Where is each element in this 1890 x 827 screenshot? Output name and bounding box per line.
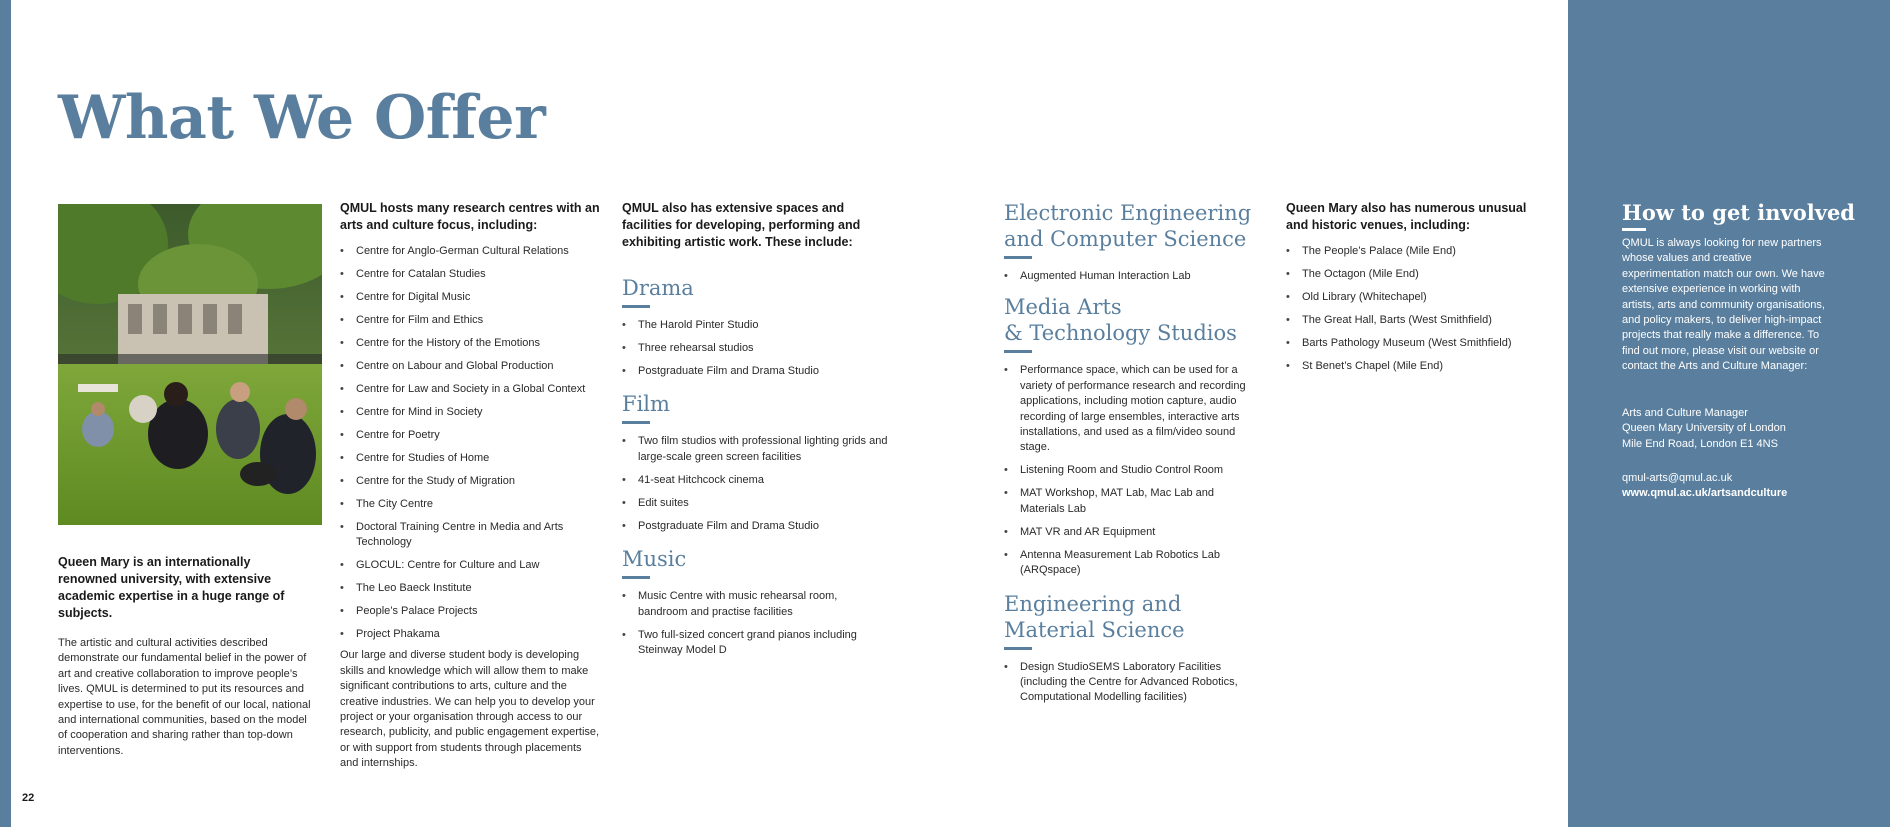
drama-heading-rule <box>622 305 650 308</box>
list-item: • Music Centre with music rehearsal room, bandroom and practise facilities <box>622 589 884 620</box>
list-item: • The Harold Pinter Studio <box>622 318 892 333</box>
get-involved-panel <box>1568 0 1890 827</box>
list-item: • St Benet’s Chapel (Mile End) <box>1286 359 1548 374</box>
drama-list <box>622 318 892 379</box>
list-item: • Centre for Poetry <box>340 428 602 443</box>
list-item: • Centre for Film and Ethics <box>340 313 602 328</box>
material-science-heading <box>1004 591 1256 643</box>
left-edge-strip <box>0 0 11 827</box>
spaces-column <box>622 200 892 666</box>
contact-email-link[interactable]: qmul-arts@qmul.ac.uk <box>1622 472 1733 484</box>
engineering-column <box>1004 200 1256 713</box>
material-science-heading-line1: Engineering and <box>1004 591 1182 616</box>
venues-list <box>1286 244 1548 374</box>
media-arts-heading-line2: & Technology Studios <box>1004 321 1237 346</box>
eecs-heading-line2: and Computer Science <box>1004 227 1247 251</box>
page-number: 22 <box>22 792 35 804</box>
list-item: • Doctoral Training Centre in Media and Arts Technology <box>340 520 602 551</box>
eecs-heading-rule <box>1004 256 1032 259</box>
list-item: • Design StudioSEMS Laboratory Facilities (including the Centre for Advanced Robotics, Computational Modelling facilities) <box>1004 660 1256 706</box>
list-item: • Three rehearsal studios <box>622 341 892 356</box>
contact-block <box>1622 406 1832 452</box>
get-involved-title: How to get involved <box>1622 200 1855 225</box>
media-arts-heading-line1: Media Arts <box>1004 295 1122 320</box>
contact-address: Mile End Road, London E1 4NS <box>1622 437 1778 450</box>
list-item: • Centre for the Study of Migration <box>340 474 602 489</box>
list-item: • Antenna Measurement Lab Robotics Lab (ARQspace) <box>1004 548 1256 579</box>
campus-lawn-photo <box>58 204 322 525</box>
list-item: • Centre for the History of the Emotions <box>340 336 602 351</box>
film-list <box>622 434 892 534</box>
list-item: • Project Phakama <box>340 627 602 642</box>
media-arts-heading-rule <box>1004 350 1032 353</box>
intro-bold-text: Queen Mary is an internationally renowned university, with extensive academic expertise in a huge range of subjects. <box>58 555 285 620</box>
material-science-list <box>1004 660 1256 706</box>
list-item: • The City Centre <box>340 497 602 512</box>
get-involved-rule <box>1622 228 1646 231</box>
list-item: • 41-seat Hitchcock cinema <box>622 473 892 488</box>
eecs-heading <box>1004 200 1256 252</box>
list-item: • The Great Hall, Barts (West Smithfield) <box>1286 313 1548 328</box>
list-item: • The Leo Baeck Institute <box>340 581 602 596</box>
material-science-heading-line2: Material Science <box>1004 617 1185 642</box>
contact-org: Queen Mary University of London <box>1622 422 1786 435</box>
get-involved-body: QMUL is always looking for new partners whose values and creative experimentation match our own. We have extensive experience in working with artists, arts and community organisations, and policy makers, to deliver high-impact projects that really make a difference. To find out more, please visit our website or contact the Arts and Culture Manager: <box>1622 237 1825 373</box>
material-science-heading-rule <box>1004 647 1032 650</box>
list-item: • Centre for Anglo-German Cultural Relations <box>340 244 602 259</box>
list-item: • Performance space, which can be used for a variety of performance research and recording applications, including motion capture, audio recording of large ensembles, interactive arts installations, and used as a film/video sound stage. <box>1004 363 1256 455</box>
music-list <box>622 589 884 658</box>
list-item: • Old Library (Whitechapel) <box>1286 290 1548 305</box>
spaces-intro: QMUL also has extensive spaces and facilities for developing, performing and exhibiting artistic work. These include: <box>622 201 861 249</box>
venues-column <box>1286 200 1548 382</box>
contact-links <box>1622 471 1832 502</box>
list-item: • MAT VR and AR Equipment <box>1004 525 1256 540</box>
list-item: • Centre for Catalan Studies <box>340 267 602 282</box>
list-item: • Edit suites <box>622 496 892 511</box>
list-item: • GLOCUL: Centre for Culture and Law <box>340 558 602 573</box>
media-arts-list <box>1004 363 1256 578</box>
list-item: • Augmented Human Interaction Lab <box>1004 269 1256 284</box>
list-item: • The Octagon (Mile End) <box>1286 267 1548 282</box>
website-link[interactable]: www.qmul.ac.uk/artsandculture <box>1622 487 1788 500</box>
list-item: • Centre for Digital Music <box>340 290 602 305</box>
research-centres-body: Our large and diverse student body is developing skills and knowledge which will allow them to make significant contributions to arts, culture and the creative industries. We can help you to develop your project or your organisation through access to our research, publicity, and public engagement expertise, or with support from students through placements and internships. <box>340 649 600 770</box>
eecs-list <box>1004 269 1256 284</box>
list-item: • Listening Room and Studio Control Room <box>1004 463 1256 478</box>
list-item: • Centre for Mind in Society <box>340 405 602 420</box>
list-item: • Postgraduate Film and Drama Studio <box>622 519 892 534</box>
film-heading-rule <box>622 421 650 424</box>
list-item: • Two full-sized concert grand pianos including Steinway Model D <box>622 628 884 659</box>
music-heading: Music <box>622 547 687 572</box>
venues-intro: Queen Mary also has numerous unusual and historic venues, including: <box>1286 201 1527 232</box>
page-title: What We Offer <box>58 83 546 153</box>
list-item: • Centre on Labour and Global Production <box>340 359 602 374</box>
intro-body-text: The artistic and cultural activities described demonstrate our fundamental belief in the power of art and creative collaboration to improve people’s lives. QMUL is determined to put its resources and expertise to use, for the benefit of our local, national and international communities, based on the model of cooperation and sharing rather than top-down interventions. <box>58 637 311 757</box>
list-item: • Two film studios with professional lighting grids and large-scale green screen facilities <box>622 434 892 465</box>
eecs-heading-line1: Electronic Engineering <box>1004 201 1252 225</box>
drama-heading: Drama <box>622 276 694 300</box>
film-heading: Film <box>622 392 670 417</box>
list-item: • MAT Workshop, MAT Lab, Mac Lab and Materials Lab <box>1004 486 1256 517</box>
research-centres-intro: QMUL hosts many research centres with an arts and culture focus, including: <box>340 201 600 232</box>
research-centres-list <box>340 244 602 643</box>
list-item: • Centre for Studies of Home <box>340 451 602 466</box>
contact-role: Arts and Culture Manager <box>1622 407 1748 419</box>
media-arts-heading <box>1004 294 1256 346</box>
list-item: • Postgraduate Film and Drama Studio <box>622 364 892 379</box>
list-item: • Barts Pathology Museum (West Smithfield) <box>1286 336 1548 351</box>
music-heading-rule <box>622 576 650 579</box>
research-centres-column <box>340 200 602 772</box>
list-item: • The People’s Palace (Mile End) <box>1286 244 1548 259</box>
list-item: • Centre for Law and Society in a Global Context <box>340 382 602 397</box>
list-item: • People’s Palace Projects <box>340 604 602 619</box>
